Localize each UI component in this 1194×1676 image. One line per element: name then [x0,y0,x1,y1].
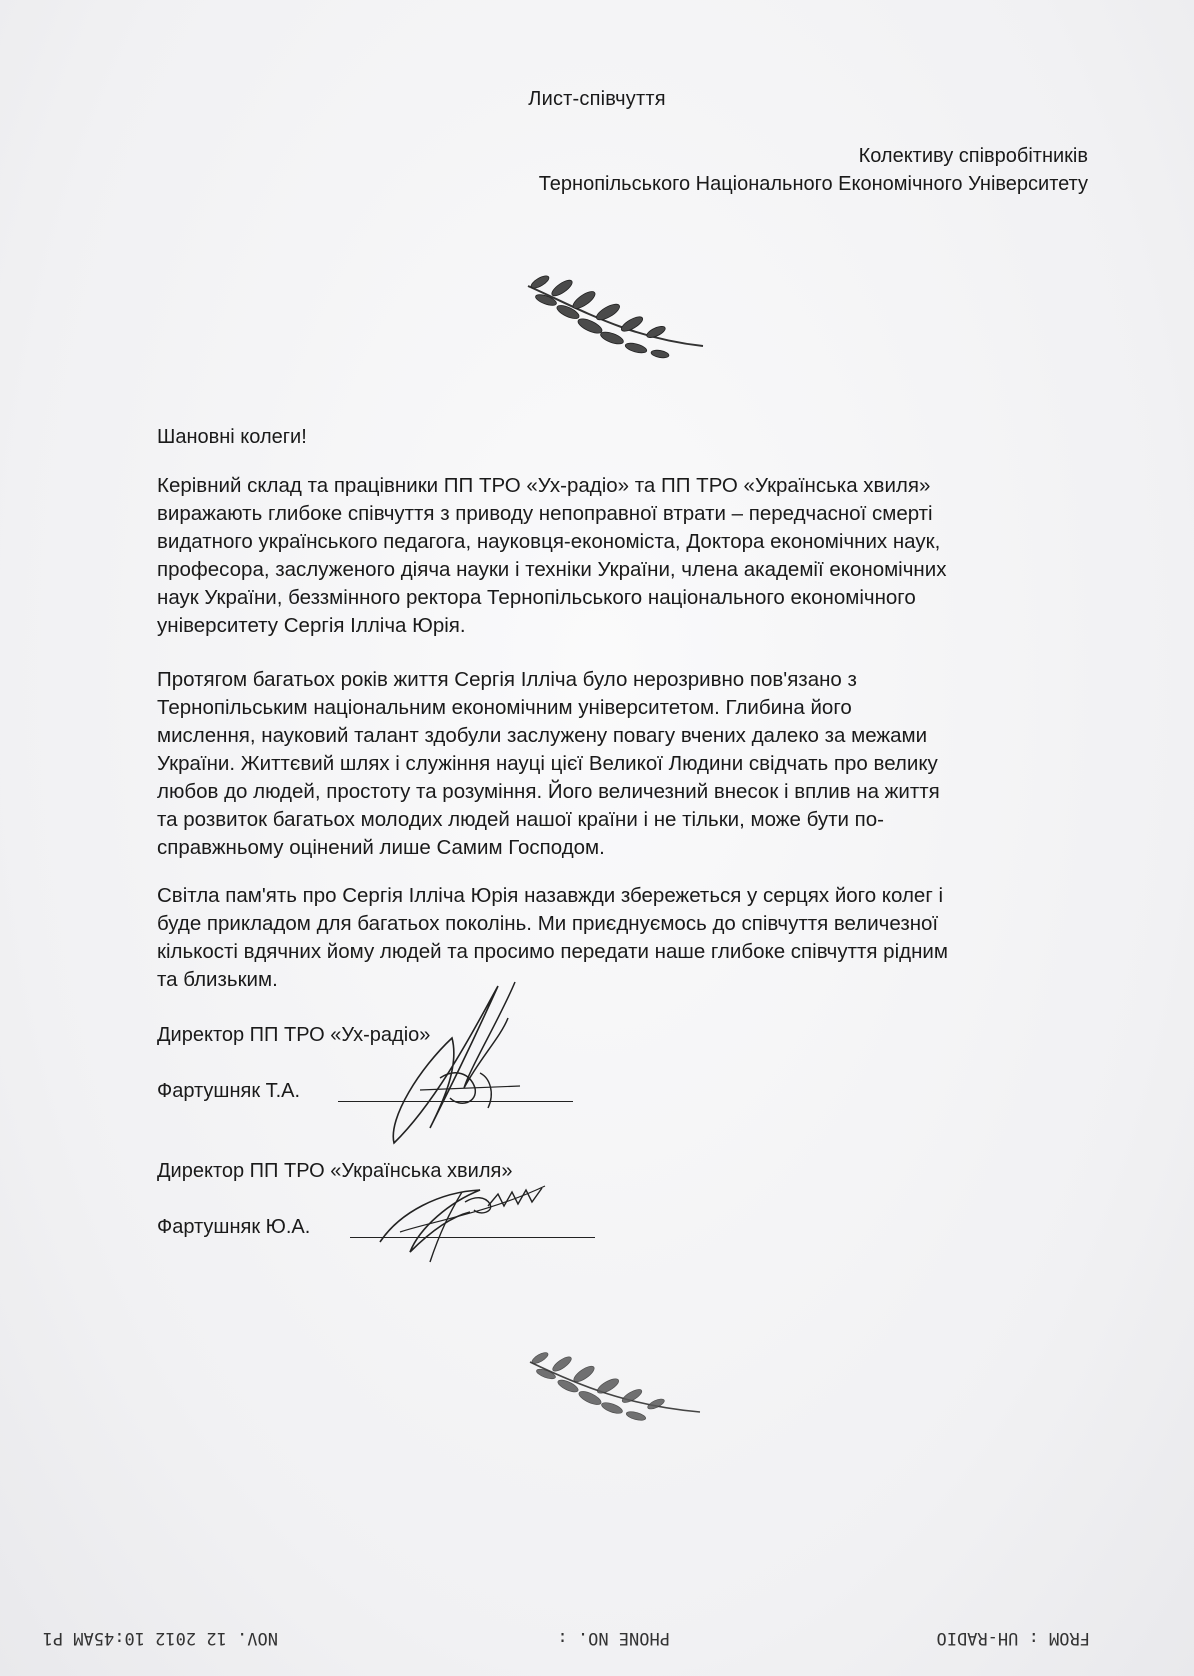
paragraph-3: Світла пам'ять про Сергія Ілліча Юрія назавжди збережеться у серцях його колег і буде прикладом для багатьох поколінь. Ми приєднуємось до співчуття величезної кількості вдячних йому людей та просимо передати наше глибоке співчуття рідним та близьким. [157,884,948,991]
fax-phone: PHONE NO. : [557,1628,670,1648]
signatory-2-name: Фартушняк Ю.А. [157,1216,311,1238]
paragraph-2: Протягом багатьох років життя Сергія Ілліча було нерозривно пов'язано з Тернопільським національним економічним університетом. Глибина його мислення, науковий талант здобули заслужену повагу вчених далеко за межами України. Життєвий шлях і служіння науці цієї Великої Людини свідчать про велику любов до людей, простоту та розуміння. Його величезний внесок і вплив на життя та розвиток багатьох молодих людей нашої країни і не тільки, може бути по- справжньому оцінений лише Самим Господом. [157,668,940,859]
greeting: Шановні колеги! [157,426,307,448]
addressee-line-2: Тернопільського Національного Економічного Університету [538,173,1088,195]
signatory-2-position: Директор ПП ТРО «Українська хвиля» [157,1160,513,1182]
signature-1 [380,978,540,1148]
laurel-branch-icon [518,268,710,368]
fax-date: NOV. 12 2012 10:45AM P1 [42,1628,278,1648]
signatory-1-position: Директор ПП ТРО «Ух-радіо» [157,1024,431,1046]
signatory-1-name: Фартушняк Т.А. [157,1080,301,1102]
fax-from: FROM : UH-RADIO [936,1628,1090,1648]
addressee-line-1: Колективу співробітників [858,145,1088,167]
laurel-branch-icon [520,1346,712,1436]
signature-2 [370,1172,550,1272]
paragraph-1: Керівний склад та працівники ПП ТРО «Ух-радіо» та ПП ТРО «Українська хвиля» виражають глибоке співчуття з приводу непоправної втрати – передчасної смерті видатного українського педагога, науковця-економіста, Доктора економічних наук, професора, заслуженого діяча науки і техніки України, члена академії економічних наук України, беззмінного ректора Тернопільського національного економічного університету Сергія Ілліча Юрія. [157,474,947,637]
addressee-block [539,142,1088,198]
letter-title: Лист-співчуття [528,88,666,110]
